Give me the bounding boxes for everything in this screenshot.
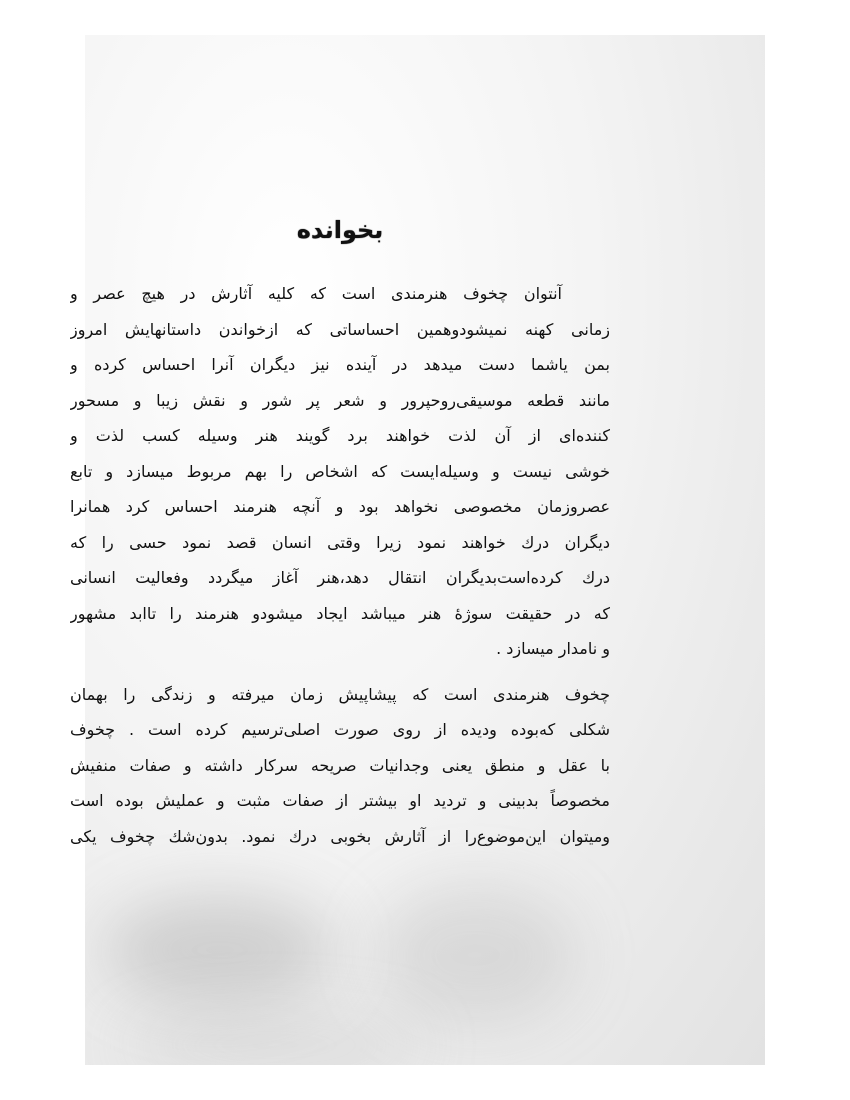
text-line: زمانی کهنه نمیشودوهمین احساساتی که ازخواندن داستانهایش امروز — [70, 319, 610, 339]
page-content — [70, 210, 610, 854]
paragraph-gap — [70, 667, 610, 677]
scan-smudge — [125, 1015, 425, 1065]
text-line: و نامدار میسازد . — [496, 639, 610, 658]
text-line: بمن یاشما دست میدهد در آینده نیز دیگران آنرا احساس کرده و — [70, 355, 610, 374]
paragraph-1 — [70, 276, 610, 667]
text-line: دیگران درك خواهند نمود زیرا وقتی انسان قصد نمود حسی را که — [70, 532, 610, 552]
text-line: آنتوان چخوف هنرمندی است که کلیه آثارش در هیچ عصر و — [70, 284, 562, 303]
text-line: با عقل و منطق یعنی وجدانیات صریحه سرکار داشته و صفات منفیش — [70, 755, 610, 775]
text-line: عصروزمان مخصوصی نخواهد بود و آنچه هنرمند احساس کرد همانرا — [70, 497, 610, 516]
paragraph-2 — [70, 677, 610, 855]
scan-smudge — [105, 895, 335, 1005]
text-line: ومیتوان این‌موضوع‌را از آثارش بخوبی درك نمود. بدون‌شك چخوف یکی — [70, 826, 610, 846]
page-title: بخوانده — [296, 216, 384, 244]
text-line: که در حقیقت سوژهٔ هنر میباشد ایجاد میشودو هنرمند را تاابد مشهور — [70, 603, 610, 623]
text-line: کننده‌ای از آن لذت خواهند برد گویند هنر وسیله کسب لذت و — [70, 426, 610, 445]
text-line: خوشی نیست و وسیله‌ایست که اشخاص را بهم مربوط میسازد و تابع — [70, 461, 610, 481]
text-line: چخوف هنرمندی است که پیشاپیش زمان میرفته و زندگی را بهمان — [70, 684, 610, 704]
text-line: شکلی که‌بوده ودیده از روی صورت اصلی‌ترسیم کرده است . چخوف — [70, 720, 610, 739]
text-line: مانند قطعه موسیقی‌روحپرور و شعر پر شور و نقش زیبا و مسحور — [70, 390, 610, 410]
text-line: درك کرده‌است‌بدیگران انتقال دهد،هنر آغاز میگردد وفعالیت انسانی — [70, 568, 610, 587]
scan-smudge — [375, 885, 575, 1025]
text-line: مخصوصاً بدبینی و تردید او بیشتر از صفات مثبت و عملیش بوده است — [70, 791, 610, 810]
